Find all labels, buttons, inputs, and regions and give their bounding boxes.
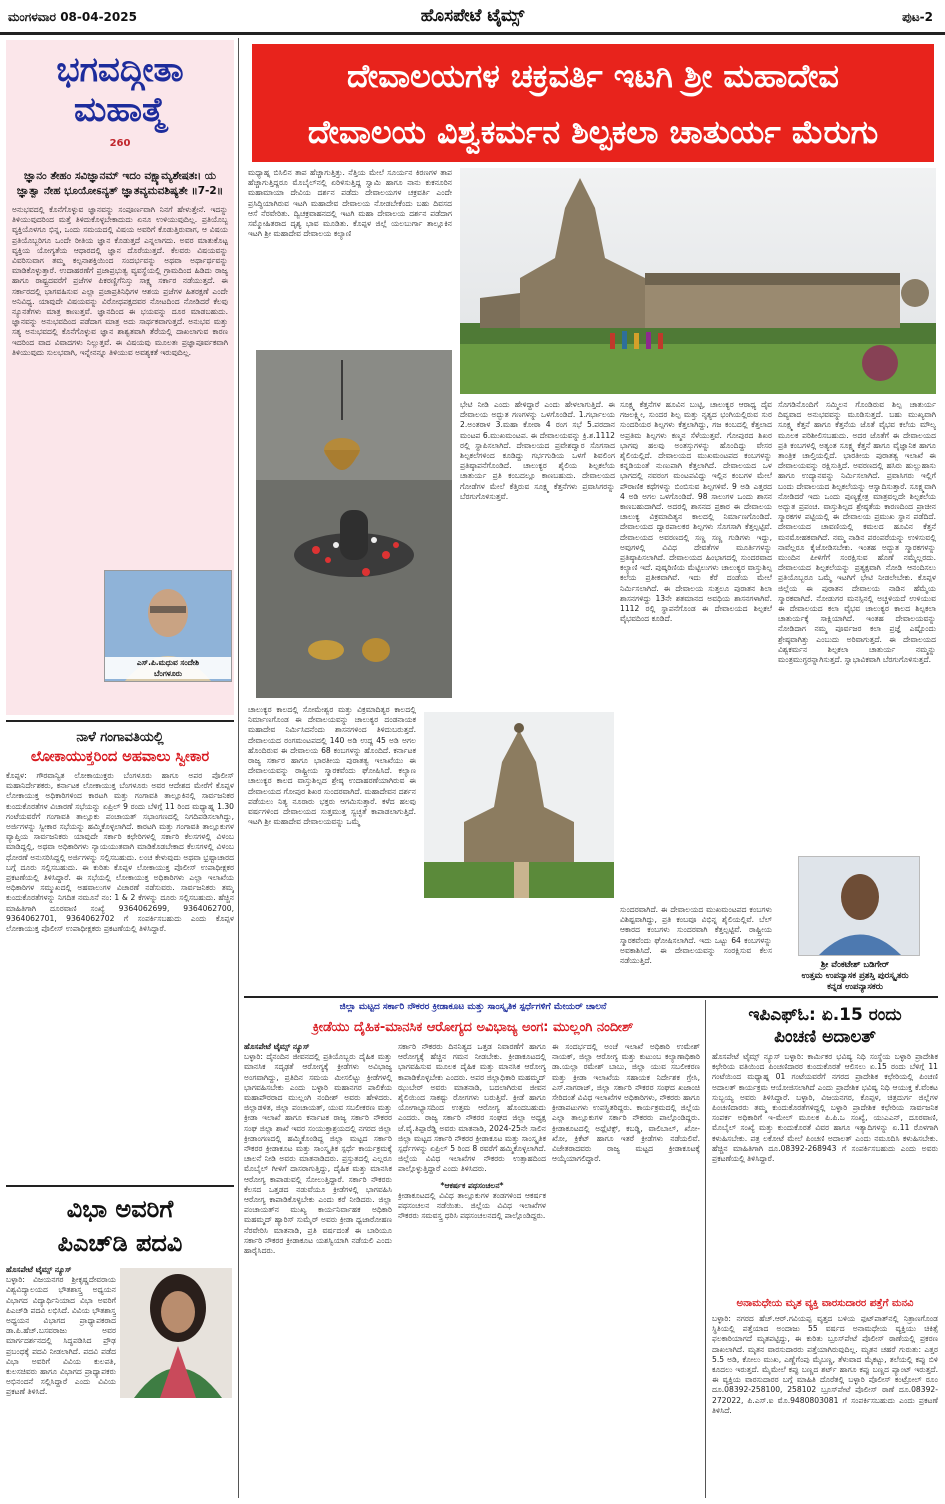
temple-col1-mid: ಭೇಟಿ ನೀಡಿ ಎಂದು ಹೇಳಿದ್ದಾರೆ ಎಂದು ಹೇಳಲಾಗುತ್ತಿದೆ. ಈ ದೇವಾಲಯ ಅದ್ಭುತ ಗಣಗಳನ್ನು ಒಳಗೊಂಡಿದೆ. 1.ಗರ್ಭಾಲಯ 2.ಅಂತರಾಳ 3.ಮಹಾ ಕೋಠಾ 4 ರಂಗ ಸಭೆ 5.ಪರದಾನ ಮಂಟಪ 6.ಮುಖಮಂಟಪ. ಈ ದೇವಾಲಯವನ್ನು ಕ್ರಿ.ಶ.1112 ರಲ್ಲಿ ಸ್ಥಾಪಿಸಲಾಗಿದೆ. ದೇವಾಲಯದ ಪ್ರವೇಶದ್ವಾರ ಸೊಗಸಾದ ಶಿಲ್ಪಕಲೆಗಳಿಂದ ಕೂಡಿದ್ದು ಗರ್ಭಗುಡಿಯ ಒಳಗೆ ಶಿವಲಿಂಗ ಪ್ರತಿಷ್ಠಾಪನೆಗೊಂಡಿದೆ. ಚಾಲುಕ್ಯರ ಶೈಲಿಯ ಶಿಲ್ಪಕಲೆಯ ಚಾತುರ್ಯ ಪ್ರತಿ ಕಂಬದಲ್ಲೂ ಕಾಣಬಹುದು. ದೇವಾಲಯದ ಗೋಡೆಗಳ ಮೇಲೆ ಕೆತ್ತಿರುವ ಸೂಕ್ಷ್ಮ ಕೆತ್ತನೆಗಳು ಪ್ರವಾಸಿಗರನ್ನು ಬೆರಗುಗೊಳಿಸುತ್ತವೆ. — [460, 400, 615, 501]
author-name: ಎಸ್.ಪಿ.ಮಧುವ ಸಂದೇಶಿ — [136, 658, 200, 667]
sports-note-title: *ಆಕರ್ಷಕ ಪಥಸಂಚಲನ* — [440, 1180, 504, 1190]
page-number: ಪುಟ-2 — [902, 10, 933, 24]
gita-number: 260 — [109, 138, 131, 149]
temple-author-name: ಶ್ರೀ ವೆಂಕಟೇಶ್ ಬಡಿಗೇರ್ — [820, 960, 890, 970]
temple-col1-top: ಮಧ್ಯಾಹ್ನ ಬಿಸಿಲಿನ ತಾಪ ಹೆಚ್ಚಾಗುತ್ತಿತ್ತು. ನೆತ್ತಿಯ ಮೇಲೆ ಸೂರ್ಯನ ಕಿರಣಗಳ ತಾಪ ಹೆಚ್ಚಾಗುತ್ತಿದ್ದರೂ ಮೊಬೈಲ್‌ನಲ್ಲಿ ಏರಿಳಿಸುತ್ತಿದ್ದ ಸ್ವಾಮಿ ಹಾಗೂ ನಾನು ಕುಕನೂರಿನ ಮಹಾಮಾಯಾ ದೇವಿಯ ದರ್ಶನ ಪಡೆದು ದೇವಾಲಯಗಳ ಚಕ್ರವರ್ತಿ ಎಂದೇ ಪ್ರಸಿದ್ಧಿಯಾಗಿರುವ ಇಟಗಿ ಮಹಾದೇವ ದೇವಾಲಯ ನೋಡಬೇಕೆಂದು ಬಹು ದಿವಸದ ಆಸೆ ನೆರವೇರಿತು. ದ್ವಿಚಕ್ರವಾಹನದಲ್ಲಿ ಇಟಗಿ ಮಹಾ ದೇವಾಲಯ ದರ್ಶನ ಪಡೆದಾಗ ಸಮ್ಮೋಹಿತರಾದ ದೃಶ್ಯ ಭಾವ ಮೂಡಿತು. ಕೊಪ್ಪಳ ಜಿಲ್ಲೆ ಯಲಬುರ್ಗಾ ತಾಲ್ಲೂಕಿನ ಇಟಗಿ ಶ್ರೀ ಮಹಾದೇವ ದೇವಾಲಯ ಕಲ್ಯಾಣಿ — [248, 168, 452, 239]
sports-col1-wrap — [244, 1042, 392, 1497]
temple-headline — [252, 44, 934, 162]
vibha-headline-line2: ಪಿಎಚ್‌ಡಿ ಪದವಿ — [57, 1229, 183, 1257]
temple-col3: ಸೊಗಡಿನೊಂದಿಗೆ ಸಮ್ಮಿಲನ ಗೊಂಡಿರುವ ಶಿಲ್ಪ ಚಾತುರ್ಯ ದಿವ್ಯವಾದ ಅನುಭವವನ್ನು ಮೂಡಿಸುತ್ತದೆ. ಬಹು ಮುಖ್ಯವಾಗಿ ಸೂಕ್ಷ್ಮ ಕೆತ್ತನೆ ಹಾಗೂ ಕೆತ್ತನೆಯ ಜೊತೆ ವೈಭವ ಕಲೆಯ ಮೌಲ್ಯ ಮೂಲಕ ಪರಿಶೀಲಿಸಬಹುದು. ಅದರ ಜೊತೆಗೆ ಈ ದೇವಾಲಯದ ಪ್ರತಿ ಕಂಬಗಳಲ್ಲಿ ಅತ್ಯಂತ ಸೂಕ್ಷ್ಮ ಕೆತ್ತನೆ ಹಾಗೂ ವೈಜ್ಞಾನಿಕ ಹಾಗೂ ತಾಂತ್ರಿಕ ಚಾಲ್ತಿಯಲ್ಲಿದೆ. ಭಾರತೀಯ ಪುರಾತತ್ವ ಇಲಾಖೆ ಈ ದೇವಾಲಯವನ್ನು ರಕ್ಷಿಸುತ್ತಿದೆ. ಅವರಣದಲ್ಲಿ ಹಸಿರು ಹುಲ್ಲುಹಾಸು ಹಾಗೂ ಉದ್ಯಾನವನ್ನು ನಿರ್ಮಿಸಲಾಗಿದೆ. ಪ್ರವಾಸಿಗರು ಇಲ್ಲಿಗೆ ಬಂದು ದೇವಾಲಯದ ಶಿಲ್ಪಕಲೆಯನ್ನು ಆಸ್ವಾದಿಸುತ್ತಾರೆ. ಸೂಕ್ಷ್ಮವಾಗಿ ನೋಡಿದರೆ ಇದು ಒಂದು ಪುಣ್ಯಕ್ಷೇತ್ರ ಮಾತ್ರವಲ್ಲದೇ ಶಿಲ್ಪಕಲೆಯ ಅದ್ಭುತ ಪ್ರಪಂಚ. ವಾಸ್ತುಶಿಲ್ಪದ ಶ್ರೇಷ್ಠತೆಯ ಕಾರಣದಿಂದ ಪ್ರಾಚೀನ ಸ್ಮಾರಕಗಳ ಪಟ್ಟಿಯಲ್ಲಿ ಈ ದೇವಾಲಯ ಪ್ರಮುಖ ಸ್ಥಾನ ಪಡೆದಿದೆ. ದೇವಾಲಯದ ಚಾವಣಿಯಲ್ಲಿ ಕಮಲದ ಹೂವಿನ ಕೆತ್ತನೆ ಮನಮೋಹಕವಾಗಿದೆ. ನಮ್ಮ ನಾಡಿನ ಪರಂಪರೆಯನ್ನು ಉಳಿಸುವಲ್ಲಿ ನಾವೆಲ್ಲರೂ ಕೈಜೋಡಿಸಬೇಕು. ಇಂತಹ ಅದ್ಭುತ ಸ್ಮಾರಕಗಳನ್ನು ಮುಂದಿನ ಪೀಳಿಗೆಗೆ ಸಂರಕ್ಷಿಸುವ ಹೊಣೆ ನಮ್ಮೆಲ್ಲರದು. ದೇವಾಲಯದ ಶಿಲ್ಪಕಲೆಯನ್ನು ಪ್ರತ್ಯಕ್ಷವಾಗಿ ನೋಡಿ ಆನಂದಿಸಲು ಪ್ರತಿಯೊಬ್ಬರೂ ಒಮ್ಮೆ ಇಟಗಿಗೆ ಭೇಟಿ ನೀಡಲೇಬೇಕು. ಕೊಪ್ಪಳ ಜಿಲ್ಲೆಯ ಈ ಪುರಾತನ ದೇವಾಲಯ ನಾಡಿನ ಹೆಮ್ಮೆಯ ಸ್ಮಾರಕವಾಗಿದೆ. ನೋಡುಗರ ಮನಸ್ಸಿನಲ್ಲಿ ಅಚ್ಚಳಿಯದೆ ಉಳಿಯುವ ಈ ದೇವಾಲಯದ ಕಲಾ ವೈಭವ ಚಾಲುಕ್ಯರ ಕಾಲದ ಶಿಲ್ಪಕಲಾ ಚಾತುರ್ಯಕ್ಕೆ ಸಾಕ್ಷಿಯಾಗಿದೆ. ಇಂತಹ ದೇವಾಲಯವನ್ನು ನೋಡಿದಾಗ ನಮ್ಮ ಪೂರ್ವಜರ ಕಲಾ ಪ್ರಜ್ಞೆ ಎಷ್ಟೊಂದು ಶ್ರೇಷ್ಠವಾಗಿತ್ತು ಎಂಬುದು ಅರಿವಾಗುತ್ತದೆ. ಈ ದೇವಾಲಯದ ವಿಶ್ವಕರ್ಮನ ಶಿಲ್ಪಕಲಾ ಚಾತುರ್ಯ ನಮ್ಮನ್ನು ಮಂತ್ರಮುಗ್ಧರನ್ನಾಗಿಸುತ್ತದೆ. ಸ್ವಾಭಾವಿಕವಾಗಿ ಬೆರಗುಗೊಳಿಸುತ್ತದೆ. — [778, 400, 936, 665]
temple-headline-line2: ದೇವಾಲಯ ವಿಶ್ವಕರ್ಮನ ಶಿಲ್ಪಕಲಾ ಚಾತುರ್ಯ ಮೆರುಗು — [307, 113, 879, 151]
sports-kicker: ಜಿಲ್ಲಾ ಮಟ್ಟದ ಸರ್ಕಾರಿ ನೌಕರರ ಕ್ರೀಡಾಕೂಟ ಮತ್ತು ಸಾಂಸ್ಕೃತಿಕ ಸ್ಪರ್ಧೆಗಳಿಗೆ ಮೇಯರ್ ಚಾಲನೆ — [339, 1002, 607, 1012]
vibha-photo — [120, 1268, 232, 1398]
vibha-body-wrap — [6, 1265, 116, 1497]
temple-author-title: ಉತ್ತಮ ಉಪನ್ಯಾಸಕ ಪ್ರಶಸ್ತಿ ಪುರಸ್ಕೃತರು — [801, 971, 909, 981]
sports-col2: ಸರ್ಕಾರಿ ನೌಕರರು ದಿನನಿತ್ಯದ ಒತ್ತಡ ನಿವಾರಣೆಗೆ ಹಾಗೂ ಆರೋಗ್ಯಕ್ಕೆ ಹೆಚ್ಚಿನ ಗಮನ ನೀಡಬೇಕು. ಕ್ರೀಡಾಕೂಟದಲ್ಲಿ ಭಾಗವಹಿಸುವ ಮೂಲಕ ದೈಹಿಕ ಮತ್ತು ಮಾನಸಿಕ ಆರೋಗ್ಯ ಕಾಪಾಡಿಕೊಳ್ಳಬೇಕು ಎಂದರು. ಅಪರ ಜಿಲ್ಲಾಧಿಕಾರಿ ಮಹಮ್ಮದ್ ಝುಬೇರ್ ಅವರು ಮಾತನಾಡಿ, ಬದಲಾಗಿರುವ ಜೀವನ ಶೈಲಿಯಿಂದ ಸಾಕಷ್ಟು ರೋಗಗಳು ಬರುತ್ತಿವೆ. ಕ್ರೀಡೆ ಹಾಗೂ ಯೋಗಾಭ್ಯಾಸದಿಂದ ಉತ್ತಮ ಆರೋಗ್ಯ ಹೊಂದಬಹುದು ಎಂದರು. ರಾಜ್ಯ ಸರ್ಕಾರಿ ನೌಕರರ ಸಂಘದ ಜಿಲ್ಲಾ ಅಧ್ಯಕ್ಷ ಜೆ.ವೈ.ತಿಪ್ಪಾರೆಡ್ಡಿ ಅವರು ಮಾತನಾಡಿ, 2024-25ನೇ ಸಾಲಿನ ಜಿಲ್ಲಾ ಮಟ್ಟದ ಸರ್ಕಾರಿ ನೌಕರರ ಕ್ರೀಡಾಕೂಟ ಮತ್ತು ಸಾಂಸ್ಕೃತಿಕ ಸ್ಪರ್ಧೆಗಳನ್ನು ಏಪ್ರಿಲ್ 5 ರಿಂದ 8 ರವರೆಗೆ ಹಮ್ಮಿಕೊಳ್ಳಲಾಗಿದೆ. ಜಿಲ್ಲೆಯ ವಿವಿಧ ಇಲಾಖೆಗಳ ನೌಕರರು ಉತ್ಸಾಹದಿಂದ ಪಾಲ್ಗೊಳ್ಳುತ್ತಿದ್ದಾರೆ ಎಂದು ತಿಳಿಸಿದರು. — [398, 1042, 546, 1174]
temple-author-caption — [770, 960, 940, 993]
gita-title-line2: ಮಹಾತ್ಮೆ — [74, 90, 166, 130]
lokayukta-headline: ಲೋಕಾಯುಕ್ತರಿಂದ ಅಹವಾಲು ಸ್ವೀಕಾರ — [30, 749, 210, 765]
missing-body: ಬಳ್ಳಾರಿ: ನಗರದ ಹೆಚ್.ಆರ್.ಗವಿಯಪ್ಪ ವೃತ್ತದ ಬಳಿಯ ಫುಟ್‌ಪಾತ್‌ನಲ್ಲಿ ನಿತ್ರಾಣಗೊಂಡ ಸ್ಥಿತಿಯಲ್ಲಿ ಪತ್ತೆಯಾದ ಅಂದಾಜು 55 ವರ್ಷದ ಅನಾಮಧೇಯ ವ್ಯಕ್ತಿಯು ಚಿಕಿತ್ಸೆ ಫಲಕಾರಿಯಾಗದೆ ಮೃತಪಟ್ಟಿದ್ದು, ಈ ಕುರಿತು ಬ್ರೂಸ್‌ಪೇಟೆ ಪೊಲೀಸ್ ಠಾಣೆಯಲ್ಲಿ ಪ್ರಕರಣ ದಾಖಲಾಗಿದೆ. ಮೃತನ ವಾರಸುದಾರರು ಪತ್ತೆಯಾಗಿರುವುದಿಲ್ಲ. ಮೃತನ ಚಹರೆ ಗುರುತು: ಎತ್ತರ 5.5 ಅಡಿ, ಕೋಲು ಮುಖ, ಎಣ್ಣೆಗೆಂಪು ಮೈಬಣ್ಣ, ತೆಳುವಾದ ಮೈಕಟ್ಟು, ತಲೆಯಲ್ಲಿ ಕಪ್ಪು ಬಿಳಿ ಕೂದಲು ಇರುತ್ತದೆ. ಮೈಮೇಲೆ ಕಪ್ಪು ಬಣ್ಣದ ಶರ್ಟ್ ಹಾಗೂ ಕಪ್ಪು ಬಣ್ಣದ ಪ್ಯಾಂಟ್ ಇರುತ್ತದೆ. ಈ ವ್ಯಕ್ತಿಯ ವಾರಸುದಾರರ ಬಗ್ಗೆ ಮಾಹಿತಿ ದೊರೆತಲ್ಲಿ ಬಳ್ಳಾರಿ ಪೊಲೀಸ್ ಕಂಟ್ರೋಲ್ ರೂಂ ದೂ.08392-258100, 258102 ಬ್ರೂಸ್‌ಪೇಟೆ ಪೊಲೀಸ್ ಠಾಣೆ ದೂ.08392-272022, ಪಿ.ಎಸ್.ಐ ಮೊ.9480803081 ಗೆ ಸಂಪರ್ಕಿಸಬಹುದು ಎಂದು ಪ್ರಕಟಣೆ ತಿಳಿಸಿದೆ. — [712, 1314, 938, 1415]
lokayukta-kicker: ನಾಳೆ ಗಂಗಾವತಿಯಲ್ಲಿ — [76, 730, 164, 745]
author-place: ಬೆಂಗಳೂರು — [153, 669, 182, 678]
ipf-headline — [712, 1004, 938, 1048]
temple-tower-photo — [424, 712, 614, 898]
temple-main-photo — [460, 168, 936, 394]
ipf-headline-line1: ಇಪಿಎಫ್‌ಓ: ಏ.15 ರಂದು — [748, 1005, 902, 1025]
temple-headline-line1: ದೇವಾಲಯಗಳ ಚಕ್ರವರ್ತಿ ಇಟಗಿ ಶ್ರೀ ಮಹಾದೇವ — [347, 57, 839, 95]
masthead-rule — [0, 32, 945, 35]
temple-col1-bottom: ಚಾಲುಕ್ಯರ ಕಾಲದಲ್ಲಿ ಸೋಮೇಶ್ವರ ಮತ್ತು ವಿಕ್ರಮಾದಿತ್ಯರ ಕಾಲದಲ್ಲಿ ನಿರ್ಮಾಣಗೊಂಡ ಈ ದೇವಾಲಯವನ್ನು ಚಾಲುಕ್ಯರ ದಂಡನಾಯಕ ಮಹಾದೇವ ನಿರ್ಮಿಸಿದನೆಂದು ಶಾಸನಗಳಿಂದ ತಿಳಿದುಬರುತ್ತದೆ. ದೇವಾಲಯದ ರಂಗಮಂಟಪದಲ್ಲಿ 140 ಅಡಿ ಉದ್ದ 45 ಅಡಿ ಅಗಲ ಹೊಂದಿರುವ ಈ ದೇವಾಲಯ 68 ಕಂಬಗಳನ್ನು ಹೊಂದಿದೆ. ಕರ್ನಾಟಕ ರಾಜ್ಯ ಸರ್ಕಾರ ಹಾಗೂ ಭಾರತೀಯ ಪುರಾತತ್ವ ಇಲಾಖೆಯು ಈ ದೇವಾಲಯವನ್ನು ರಾಷ್ಟ್ರೀಯ ಸ್ಮಾರಕವೆಂದು ಘೋಷಿಸಿದೆ. ಕಲ್ಯಾಣ ಚಾಲುಕ್ಯರ ಕಾಲದ ವಾಸ್ತುಶಿಲ್ಪದ ಶ್ರೇಷ್ಠ ಉದಾಹರಣೆಯಾಗಿರುವ ಈ ದೇವಾಲಯದ ಗೋಪುರ ಶಿಖರ ಸುಂದರವಾಗಿದೆ. ಮಹಾದೇವನ ದರ್ಶನ ಪಡೆಯಲು ನಿತ್ಯ ನೂರಾರು ಭಕ್ತರು ಆಗಮಿಸುತ್ತಾರೆ. ಕಳೆದ ಹಲವು ವರ್ಷಗಳಿಂದ ದೇವಾಲಯದ ಸುತ್ತಮುತ್ತ ಸ್ವಚ್ಛತೆ ಕಾಪಾಡಲಾಗುತ್ತಿದೆ. ಇಟಗಿ ಶ್ರೀ ಮಹಾದೇವ ದೇವಾಲಯವನ್ನು ಒಮ್ಮೆ — [248, 705, 416, 827]
gita-title-line1: ಭಗವದ್ಗೀತಾ — [56, 50, 184, 90]
vibha-byline: ಹೊಸಪೇಟೆ ಟೈಮ್ಸ್ ನ್ಯೂಸ್ — [6, 1265, 72, 1274]
sports-headline: ಕ್ರೀಡೆಯು ದೈಹಿಕ-ಮಾನಸಿಕ ಆರೋಗ್ಯದ ಅವಿಭಾಜ್ಯ ಅಂಗ: ಮುಲ್ಲಂಗಿ ನಂದೀಶ್ — [312, 1020, 634, 1035]
vibha-body: ಬಳ್ಳಾರಿ: ವಿಜಯನಗರ ಶ್ರೀಕೃಷ್ಣದೇವರಾಯ ವಿಶ್ವವಿದ್ಯಾಲಯದ ಭೌತಶಾಸ್ತ್ರ ಅಧ್ಯಯನ ವಿಭಾಗದ ವಿದ್ಯಾರ್ಥಿನಿಯಾದ ವಿಭಾ ಅವರಿಗೆ ಪಿಎಚ್‌ಡಿ ಪದವಿ ಲಭಿಸಿದೆ. ವಿವಿಯ ಭೌತಶಾಸ್ತ್ರ ಅಧ್ಯಯನ ವಿಭಾಗದ ಪ್ರಾಧ್ಯಾಪಕರಾದ ಡಾ.ಪಿ.ಹೆಚ್.ಬಸವರಾಜು ಅವರ ಮಾರ್ಗದರ್ಶನದಲ್ಲಿ ಸಿದ್ಧಪಡಿಸಿದ ಪ್ರೌಢ ಪ್ರಬಂಧಕ್ಕೆ ಪದವಿ ನೀಡಲಾಗಿದೆ. ಪದವಿ ಪಡೆದ ವಿಭಾ ಅವರಿಗೆ ವಿವಿಯ ಕುಲಪತಿ, ಕುಲಸಚಿವರು ಹಾಗೂ ವಿಭಾಗದ ಪ್ರಾಧ್ಯಾಪಕರು ಅಭಿನಂದನೆ ಸಲ್ಲಿಸಿದ್ದಾರೆ ಎಂದು ವಿವಿಯ ಪ್ರಕಟಣೆ ತಿಳಿಸಿದೆ. — [6, 1275, 116, 1397]
temple-author-role: ಕನ್ನಡ ಉಪನ್ಯಾಸಕರು — [827, 982, 883, 992]
vibha-headline — [6, 1192, 234, 1260]
lokayukta-article — [6, 730, 234, 1166]
temple-col2: ಸೂಕ್ಷ್ಮ ಕೆತ್ತನೆಗಳ ಹೂವಿನ ಬುಟ್ಟಿ, ಚಾಲುಕ್ಯರ ಆರಾಧ್ಯ ದೈವ ಗಜಲಕ್ಷ್ಮೀ, ಸುಂದರ ಶಿಲ್ಪ ಮತ್ತು ನೃತ್ಯದ ಭಂಗಿಯಲ್ಲಿರುವ ಸುರ ಸುಂದರಿಯರ ಶಿಲ್ಪಗಳು ಕೆತ್ತಲಾಗಿದ್ದು, ಗಜ ಕಂಬದಲ್ಲಿ ಕೆತ್ತಲಾದ ಅಪ್ರತಿಮ ಶಿಲ್ಪಗಳು ಕಣ್ಮನ ಸೆಳೆಯುತ್ತವೆ. ಗೋಪುರದ ಶಿಖರ ಭಾಗವು ಹಲವು ಅಂತಸ್ತುಗಳನ್ನು ಹೊಂದಿದ್ದು ವೇಸರ ಶೈಲಿಯಲ್ಲಿದೆ. ದೇವಾಲಯದ ಮುಖಮಂಟಪದ ಕಂಬಗಳನ್ನು ಕನ್ನಡಿಯಂತೆ ನುಣುಪಾಗಿ ಕೆತ್ತಲಾಗಿದೆ. ದೇವಾಲಯದ ಒಳ ಭಾಗದಲ್ಲಿ ನವರಂಗ ಮಂಟಪವಿದ್ದು ಇಲ್ಲಿನ ಕಂಬಗಳ ಮೇಲೆ ಪೌರಾಣಿಕ ಕಥೆಗಳನ್ನು ಬಿಂಬಿಸುವ ಶಿಲ್ಪಗಳಿವೆ. 9 ಅಡಿ ಎತ್ತರದ 4 ಅಡಿ ಅಗಲ ಒಳಗೊಂಡಿದೆ. 98 ಸಾಲುಗಳ ಒಂದು ಶಾಸನ ಕಾಣಬಹುದಾಗಿದೆ. ಅದರಲ್ಲಿ ಶಾಸನದ ಪ್ರಕಾರ ಈ ದೇವಾಲಯ ಚಾಲುಕ್ಯ ವಿಕ್ರಮಾದಿತ್ಯನ ಕಾಲದಲ್ಲಿ ನಿರ್ಮಾಣಗೊಂಡಿದೆ. ದೇವಾಲಯದ ದ್ವಾರಪಾಲಕರ ಶಿಲ್ಪಗಳು ಸೊಗಸಾಗಿ ಕೆತ್ತಲ್ಪಟ್ಟಿವೆ. ದೇವಾಲಯದ ಅವರಣದಲ್ಲಿ ಸಣ್ಣ ಸಣ್ಣ ಗುಡಿಗಳು ಇದ್ದು, ಅವುಗಳಲ್ಲಿ ವಿವಿಧ ದೇವತೆಗಳ ಮೂರ್ತಿಗಳನ್ನು ಪ್ರತಿಷ್ಠಾಪಿಸಲಾಗಿದೆ. ದೇವಾಲಯದ ಹಿಂಭಾಗದಲ್ಲಿ ಸುಂದರವಾದ ಕಲ್ಯಾಣಿ ಇದೆ. ಪುಷ್ಕರಿಣಿಯ ಮೆಟ್ಟಿಲುಗಳು ಚಾಲುಕ್ಯರ ವಾಸ್ತುಶಿಲ್ಪ ಕಲೆಯ ಪ್ರತೀಕವಾಗಿವೆ. ಇದು ಕೆರೆ ದಂಡೆಯ ಮೇಲೆ ನಿರ್ಮಿಸಲಾಗಿದೆ. ಈ ದೇವಾಲಯ ಸುತ್ತಲೂ ಪುರಾತನ ಶಿಲಾ ಶಾಸನಗಳಿದ್ದು 13ನೇ ಶತಮಾನದ ಅವಧಿಯ ಶಾಸನಗಳಾಗಿವೆ. 1112 ರಲ್ಲಿ ಸ್ಥಾಪನೆಗೊಂಡ ಈ ದೇವಾಲಯದ ಶಿಲ್ಪಕಲೆ ವೈಭವದಿಂದ ಕೂಡಿದೆ. — [620, 400, 772, 624]
ipf-body: ಹೊಸಪೇಟೆ ಟೈಮ್ಸ್ ನ್ಯೂಸ್ ಬಳ್ಳಾರಿ: ಕಾರ್ಮಿಕರ ಭವಿಷ್ಯ ನಿಧಿ ಸಂಸ್ಥೆಯ ಬಳ್ಳಾರಿ ಪ್ರಾದೇಶಿಕ ಕಛೇರಿಯ ವತಿಯಿಂದ ಪಿಂಚಣಿದಾರರ ಕುಂದುಕೊರತೆ ಆಲಿಸಲು ಏ.15 ರಂದು ಬೆಳಿಗ್ಗೆ 11 ಗಂಟೆಯಿಂದ ಮಧ್ಯಾಹ್ನ 01 ಗಂಟೆಯವರೆಗೆ ನಗರದ ಪ್ರಾದೇಶಿಕ ಕಛೇರಿಯಲ್ಲಿ ಪಿಂಚಣಿ ಅದಾಲತ್ ಕಾರ್ಯಕ್ರಮ ಆಯೋಜಿಸಲಾಗಿದೆ ಎಂದು ಪ್ರಾದೇಶಿಕ ಭವಿಷ್ಯ ನಿಧಿ ಆಯುಕ್ತ ಕೆ.ವೆಂಕಟ ಸುಬ್ಬಯ್ಯ ಅವರು ತಿಳಿಸಿದ್ದಾರೆ. ಬಳ್ಳಾರಿ, ವಿಜಯನಗರ, ಕೊಪ್ಪಳ, ಚಿತ್ರದುರ್ಗ ಜಿಲ್ಲೆಗಳ ಪಿಂಚಣಿದಾರರು ತಮ್ಮ ಕುಂದುಕೊರತೆಗಳಿದ್ದಲ್ಲಿ ಬಳ್ಳಾರಿ ಪ್ರಾದೇಶಿಕ ಕಛೇರಿಯ ಸಾರ್ವಜನಿಕ ಸಂಪರ್ಕ ಅಧಿಕಾರಿಗೆ ಇ-ಮೇಲ್ ಮೂಲಕ ಪಿ.ಪಿ.ಒ ಸಂಖ್ಯೆ, ಯುಎಎನ್, ದೂರವಾಣಿ, ಮೊಬೈಲ್ ಸಂಖ್ಯೆ ಮತ್ತು ಕುಂದುಕೊರತೆ ವಿವರ ಹಾಗೂ ಇತ್ಯಾದಿಗಳನ್ನು ಏ.11 ರೊಳಗಾಗಿ ಕಳುಹಿಸಬೇಕು. ಪತ್ರ ಲಕೋಟೆ ಮೇಲೆ ಪಿಂಚಣಿ ಅದಾಲತ್ ಎಂದು ನಮೂದಿಸಿ ಕಳುಹಿಸಬೇಕು. ಹೆಚ್ಚಿನ ಮಾಹಿತಿಗಾಗಿ ದೂ.08392-268943 ಗೆ ಸಂಪರ್ಕಿಸಬಹುದು ಎಂದು ಅವರು ಪ್ರಕಟಣೆಯಲ್ಲಿ ತಿಳಿಸಿದ್ದಾರೆ. — [712, 1052, 938, 1164]
sports-note-body: ಕ್ರೀಡಾಕೂಟದಲ್ಲಿ ವಿವಿಧ ತಾಲ್ಲೂಕುಗಳ ತಂಡಗಳಿಂದ ಆಕರ್ಷಕ ಪಥಸಂಚಲನ ನಡೆಯಿತು. ಜಿಲ್ಲೆಯ ವಿವಿಧ ಇಲಾಖೆಗಳ ನೌಕರರು ಸಮವಸ್ತ್ರ ಧರಿಸಿ ಪಥಸಂಚಲನದಲ್ಲಿ ಪಾಲ್ಗೊಂಡಿದ್ದರು. — [398, 1190, 546, 1221]
gita-body: ಅನುಭವದಲ್ಲಿ ಕೊನೆಗೊಳ್ಳುವ ಜ್ಞಾನವನ್ನು ಸಂಪೂರ್ಣವಾಗಿ ನಿನಗೆ ಹೇಳುತ್ತೇನೆ. ಇದನ್ನು ತಿಳಿಯುವುದರಿಂದ ಮತ್ತೆ ತಿಳಿದುಕೊಳ್ಳಬೇಕಾದುದು ಏನೂ ಉಳಿಯುವುದಿಲ್ಲ. ಪ್ರತಿಯೊಬ್ಬ ವ್ಯಕ್ತಿಯೊಳಗೂ ಭಿನ್ನ, ಒಂದು ಸಮಯದಲ್ಲಿ ವಿಷಯ ಅವರಿಗೆ ಕೊಡುತ್ತಿರುವಾಗ, ಆ ವಿಷಯ ಪ್ರತಿಯೊಬ್ಬರಿಗೂ ಒಂದೇ ರೀತಿಯ ಜ್ಞಾನ ಕೊಡುತ್ತದೆ ಎನ್ನಲಾಗದು. ಅವರ ಮಾತುಕೊಟ್ಟ ವ್ಯಕ್ತಿಯ ಯೋಗ್ಯತೆಯ ಆಧಾರದಲ್ಲಿ ಜ್ಞಾನ ದೊರೆಯುತ್ತದೆ. ಕೆಲವರು ವಿಷಯವನ್ನು ವಿವರಿಸುವಾಗ ತಮ್ಮ ಕಲ್ಪನಾಶಕ್ತಿಯಿಂದ ಸಂದರ್ಭವನ್ನು ಅಥವಾ ಅರ್ಥಾರ್ಥವನ್ನು ಮಾಡಿಕೊಳ್ಳುತ್ತಾರೆ. ಉದಾಹರಣೆಗೆ ಪ್ರಜಾಪ್ರಭುತ್ವ ವ್ಯವಸ್ಥೆಯಲ್ಲಿ ಗ್ರಾಮದಿಂದ ಹಿಡಿದು ರಾಜ್ಯ ಹಾಗೂ ರಾಷ್ಟ್ರದವರೆಗೆ ಪ್ರಜೆಗಳ ಪಿಕರಣ್ಣಿಗೆನಿಸ್ತು ಸಾಕ್ಷ್ಯ ಸರ್ಕಾರ ನಡೆಯುತ್ತದೆ. ಈ ಸರ್ಕಾರದಲ್ಲಿ ಭಾಗವಹಿಸುವ ಎಲ್ಲಾ ಪ್ರಜಾಪ್ರತಿನಿಧಿಗಳ ಆಶಯ ಪ್ರಜೆಗಳ ಹಿತರಕ್ಷಣೆ ಎಂದೇ ಅನಿವಿಧ್ಯ. ಯಾವುದೇ ವಿಷಯವನ್ನು ವಿರೋಧಪಕ್ಷದವರ ನೋಟದಿಂದ ನೋಡಿದರೆ ಕೆಲವು ನ್ಯೂನತೆಗಳು ಮಾತ್ರ ಕಾಣುತ್ತವೆ. ಜ್ಞಾನದಿಂದ ಈ ಭಯವನ್ನು ದೂರ ಮಾಡಬಹುದು. ಜ್ಞಾನವನ್ನು ಅನುಭವದಿಂದ ಪಡೆದಾಗ ಮಾತ್ರ ಅದು ಸಾರ್ಥಕವಾಗುತ್ತದೆ. ಅನುಭವ ಮತ್ತು ಸತ್ಯ ಅನುಭವದಲ್ಲಿ ಕೊನೆಗೊಳ್ಳುವ ಜ್ಞಾನ ಶಾಶ್ವತವಾಗಿ ತೆರೆಯಲ್ಲಿ ದಾಖಲಾಗುವ ಕಾರಣ ಇದರಿಂದ ವಾದ ವಿವಾದಗಳು ನಿಲ್ಲುತ್ತವೆ. ಈ ವಿಷಯವು ಮೂಲತಃ ಪ್ರಜ್ಞಾಪೂರ್ವಕವಾಗಿ ತಿಳಿಯುವುದು ಸುಲಭವಾಗಿ, ಇನ್ನೇನನ್ನೂ ತಿಳಿಯುವ ಅವಶ್ಯಕತೆ ಇರುವುದಿಲ್ಲ. — [12, 205, 228, 357]
lokayukta-body: ಕೊಪ್ಪಳ: ಗೌರವಾನ್ವಿತ ಲೋಕಾಯುಕ್ತರು ಬೆಂಗಳೂರು ಹಾಗೂ ಅಪರ ಪೊಲೀಸ್ ಮಹಾನಿರ್ದೇಶಕರು, ಕರ್ನಾಟಕ ಲೋಕಾಯುಕ್ತ ಬೆಂಗಳೂರು ಅವರ ಆದೇಶದ ಮೇರೆಗೆ ಕೊಪ್ಪಳ ಲೋಕಾಯುಕ್ತ ಅಧಿಕಾರಿಗಳಿಂದ ಕಾರಟಗಿ ಮತ್ತು ಗಂಗಾವತಿ ತಾಲ್ಲೂಕಿನಲ್ಲಿ ಸಾರ್ವಜನಿಕರ ಕುಂದುಕೊರತೆಗಳ ವಿಚಾರಣೆ ಸಭೆಯನ್ನು ಏಪ್ರಿಲ್ 9 ರಂದು ಬೆಳಿಗ್ಗೆ 11 ರಿಂದ ಮಧ್ಯಾಹ್ನ 1.30 ಗಂಟೆಯವರೆಗೆ ಗಂಗಾವತಿ ತಾಲ್ಲೂಕು ಪಂಚಾಯತ್ ಸಭಾಂಗಣದಲ್ಲಿ ನಿಗದಿಪಡಿಸಲಾಗಿದ್ದು, ಅರ್ಜಿಗಳನ್ನು ಸ್ವೀಕಾರ ಸಭೆಯನ್ನು ಹಮ್ಮಿಕೊಳ್ಳಲಾಗಿದೆ. ಕಾರಟಗಿ ಮತ್ತು ಗಂಗಾವತಿ ತಾಲ್ಲೂಕುಗಳ ವ್ಯಾಪ್ತಿಯ ಸಾರ್ವಜನಿಕರು ಯಾವುದೇ ಸರ್ಕಾರಿ ಕಛೇರಿಗಳಲ್ಲಿ ಸರ್ಕಾರಿ ಕೆಲಸಗಳಲ್ಲಿ ವಿಳಂಬ ಮಾಡಿದ್ದಲ್ಲಿ, ಅಥವಾ ಅಧಿಕಾರಿಗಳು ನ್ಯಾಯಯುತವಾಗಿ ಮಾಡಿಕೊಡಬೇಕಾದ ಕೆಲಸಗಳಲ್ಲಿ ವಿಳಂಬ ಧೋರಣೆ ಅನುಸರಿಸಿದ್ದಲ್ಲಿ ಅರ್ಜಿಗಳನ್ನು ಸಲ್ಲಿಸಬಹುದು. ಲಂಚ ಕೇಳುವುದು ಅಥವಾ ಭ್ರಷ್ಟಾಚಾರದ ಬಗ್ಗೆ ದೂರು ಸಲ್ಲಿಸಬಹುದು. ಈ ಕುರಿತು ಕೊಪ್ಪಳ ಲೋಕಾಯುಕ್ತ ಪೊಲೀಸ್ ಉಪಾಧೀಕ್ಷಕರ ಪ್ರಕಟಣೆಯಲ್ಲಿ ತಿಳಿಸಿದ್ದಾರೆ. ಈ ಸಭೆಯಲ್ಲಿ ಲೋಕಾಯುಕ್ತ ಅಧಿಕಾರಿಗಳು ಎಲ್ಲಾ ಇಲಾಖೆಯ ಅಧಿಕಾರಿಗಳ ಸಮ್ಮುಖದಲ್ಲಿ ಅಹವಾಲುಗಳ ವಿಚಾರಣೆ ನಡೆಸುವರು. ಸಾರ್ವಜನಿಕರು ತಮ್ಮ ಕುಂದುಕೊರತೆಗಳನ್ನು ನಿಗದಿತ ನಮೂನೆ ನಂ: 1 & 2 ಕೆಗಳನ್ನು ದೂರು ಸಲ್ಲಿಸಬಹುದು. ಹೆಚ್ಚಿನ ಮಾಹಿತಿಗಾಗಿ ದೂರವಾಣಿ ಸಂಖ್ಯೆ 9364062699, 9364062700, 9364062701, 9364062702 ಗೆ ಸಂಪರ್ಕಿಸಬಹುದು ಎಂದು ಕೊಪ್ಪಳ ಲೋಕಾಯುಕ್ತ ಪೊಲೀಸ್ ಉಪಾಧೀಕ್ಷಕರು ಪ್ರಕಟಣೆಯಲ್ಲಿ ತಿಳಿಸಿದ್ದಾರೆ. — [6, 771, 234, 934]
ipf-headline-line2: ಪಿಂಚಣಿ ಅದಾಲತ್ — [774, 1027, 876, 1047]
vibha-headline-line1: ವಿಭಾ ಅವರಿಗೆ — [66, 1195, 174, 1223]
sports-col3: ಈ ಸಂದರ್ಭದಲ್ಲಿ ಅಂಚೆ ಇಲಾಖೆ ಅಧಿಕಾರಿ ಉಮೇಶ್ ನಾಯಕ್, ಜಿಲ್ಲಾ ಆರೋಗ್ಯ ಮತ್ತು ಕುಟುಂಬ ಕಲ್ಯಾಣಾಧಿಕಾರಿ ಡಾ.ಯಲ್ಲಾ ರಮೇಶ್ ಬಾಬು, ಜಿಲ್ಲಾ ಯುವ ಸಬಲೀಕರಣ ಮತ್ತು ಕ್ರೀಡಾ ಇಲಾಖೆಯ ಸಹಾಯಕ ನಿರ್ದೇಶಕ ಗ್ರೇಸಿ, ಎಸ್.ನಾಗರಾಜ್, ಜಿಲ್ಲಾ ಸರ್ಕಾರಿ ನೌಕರರ ಸಂಘದ ಖಜಾಂಚಿ ಸೇರಿದಂತೆ ವಿವಿಧ ಇಲಾಖೆಗಳ ಅಧಿಕಾರಿಗಳು, ನೌಕರರು ಹಾಗೂ ಕ್ರೀಡಾಪಟುಗಳು ಉಪಸ್ಥಿತರಿದ್ದರು. ಕಾರ್ಯಕ್ರಮದಲ್ಲಿ ಜಿಲ್ಲೆಯ ಎಲ್ಲಾ ತಾಲ್ಲೂಕುಗಳ ಸರ್ಕಾರಿ ನೌಕರರು ಪಾಲ್ಗೊಂಡಿದ್ದರು. ಕ್ರೀಡಾಕೂಟದಲ್ಲಿ ಅಥ್ಲೆಟಿಕ್ಸ್, ಕಬಡ್ಡಿ, ವಾಲಿಬಾಲ್, ಖೋ-ಖೋ, ಕ್ರಿಕೆಟ್ ಹಾಗೂ ಇತರೆ ಕ್ರೀಡೆಗಳು ನಡೆಯಲಿವೆ. ವಿಜೇತರಾದವರು ರಾಜ್ಯ ಮಟ್ಟದ ಕ್ರೀಡಾಕೂಟಕ್ಕೆ ಆಯ್ಕೆಯಾಗಲಿದ್ದಾರೆ. — [552, 1042, 700, 1164]
sports-col1: ಬಳ್ಳಾರಿ: ದೈನಂದಿನ ಜೀವನದಲ್ಲಿ ಪ್ರತಿಯೊಬ್ಬರು ದೈಹಿಕ ಮತ್ತು ಮಾನಸಿಕ ಸದೃಢತೆ ಆರೋಗ್ಯಕ್ಕೆ ಕ್ರೀಡೆಗಳು ಅವಿಭಾಜ್ಯ ಅಂಗವಾಗಿದ್ದು, ಪ್ರತಿದಿನ ಸಮಯ ಮೀಸಲಿಟ್ಟು ಕ್ರೀಡೆಗಳಲ್ಲಿ ಭಾಗವಹಿಸಬೇಕು ಎಂದು ಬಳ್ಳಾರಿ ಮಹಾನಗರ ಪಾಲಿಕೆಯ ಮಹಾಪೌರರಾದ ಮುಲ್ಲಂಗಿ ನಂದೀಶ್ ಅವರು ಹೇಳಿದರು. ಜಿಲ್ಲಾಡಳಿತ, ಜಿಲ್ಲಾ ಪಂಚಾಯತ್, ಯುವ ಸಬಲೀಕರಣ ಮತ್ತು ಕ್ರೀಡಾ ಇಲಾಖೆ ಹಾಗೂ ಕರ್ನಾಟಕ ರಾಜ್ಯ ಸರ್ಕಾರಿ ನೌಕರರ ಸಂಘ ಜಿಲ್ಲಾ ಶಾಖೆ ಇವರ ಸಂಯುಕ್ತಾಶ್ರಯದಲ್ಲಿ ನಗರದ ಜಿಲ್ಲಾ ಕ್ರೀಡಾಂಗಣದಲ್ಲಿ ಹಮ್ಮಿಕೊಂಡಿದ್ದ ಜಿಲ್ಲಾ ಮಟ್ಟದ ಸರ್ಕಾರಿ ನೌಕರರ ಕ್ರೀಡಾಕೂಟ ಮತ್ತು ಸಾಂಸ್ಕೃತಿಕ ಸ್ಪರ್ಧೆ ಕಾರ್ಯಕ್ರಮಕ್ಕೆ ಚಾಲನೆ ನೀಡಿ ಅವರು ಮಾತನಾಡಿದರು. ಪ್ರಸ್ತುತದಲ್ಲಿ ಎಲ್ಲರೂ ಮೊಬೈಲ್ ಗೀಳಿಗೆ ದಾಸರಾಗುತ್ತಿದ್ದು, ದೈಹಿಕ ಮತ್ತು ಮಾನಸಿಕ ಆರೋಗ್ಯ ಕಾಪಾಡುವಲ್ಲಿ ಸೋಲುತ್ತಿದ್ದಾರೆ. ಸರ್ಕಾರಿ ನೌಕರರು ಕೆಲಸದ ಒತ್ತಡದ ನಡುವೆಯೂ ಕ್ರೀಡೆಗಳಲ್ಲಿ ಭಾಗವಹಿಸಿ ಆರೋಗ್ಯ ಕಾಪಾಡಿಕೊಳ್ಳಬೇಕು ಎಂದು ಕರೆ ನೀಡಿದರು. ಜಿಲ್ಲಾ ಪಂಚಾಯತ್‌ನ ಮುಖ್ಯ ಕಾರ್ಯನಿರ್ವಾಹಕ ಅಧಿಕಾರಿ ಮಹಮ್ಮದ್ ಹ್ಯಾರಿಸ್ ಸುಮೈರ್ ಅವರು ಕ್ರೀಡಾ ಧ್ವಜಾರೋಹಣ ನೆರವೇರಿಸಿ ಮಾತನಾಡಿ, ಪ್ರತಿ ವರ್ಷದಂತೆ ಈ ಬಾರಿಯೂ ಸರ್ಕಾರಿ ನೌಕರರ ಕ್ರೀಡಾಕೂಟ ಯಶಸ್ವಿಯಾಗಿ ನಡೆಯಲಿ ಎಂದು ಹಾರೈಸಿದರು. — [244, 1052, 392, 1256]
sports-col2-wrap — [398, 1042, 546, 1497]
masthead-title: ಹೊಸಪೇಟೆ ಟೈಮ್ಸ್ — [420, 6, 525, 26]
temple-col2-bottom: ಸುಂದರವಾಗಿದೆ. ಈ ದೇವಾಲಯದ ಮುಖಮಂಟಪದ ಕಂಬಗಳು ವಿಶಿಷ್ಟವಾಗಿದ್ದು, ಪ್ರತಿ ಕಂಬವೂ ವಿಭಿನ್ನ ಶೈಲಿಯಲ್ಲಿವೆ. ಬೆಲ್ ಆಕಾರದ ಕಂಬಗಳು ಸುಂದರವಾಗಿ ಕೆತ್ತಲ್ಪಟ್ಟಿವೆ. ರಾಷ್ಟ್ರೀಯ ಸ್ಮಾರಕವೆಂದು ಘೋಷಿಸಲಾಗಿದೆ. ಇದು ಒಟ್ಟು 64 ಕಂಬಗಳನ್ನು ಅವಕಾಶಿಸಿದೆ. ಈ ದೇವಾಲಯವನ್ನು ಸಂರಕ್ಷಿಸುವ ಕೆಲಸ ನಡೆಯುತ್ತಿದೆ. — [620, 905, 772, 966]
temple-author-photo — [798, 856, 920, 956]
masthead-date: ಮಂಗಳವಾರ 08-04-2025 — [8, 10, 137, 24]
gita-verse: ಜ್ಞಾನಂ ತೇಹಂ ಸವಿಜ್ಞಾನಮ್ ಇದಂ ವಕ್ಷ್ಯಾಮ್ಯಶೇಷತಃ। ಯ ಜ್ಞಾತ್ವಾ ನೇಹ ಭೂಯೋಽನ್ಯತ್ ಜ್ಞಾತವ್ಯಮವಶಿಷ್ಯತೇ ॥7-2॥ — [16, 170, 224, 197]
sports-byline: ಹೊಸಪೇಟೆ ಟೈಮ್ಸ್ ನ್ಯೂಸ್ — [244, 1042, 310, 1051]
author-photo — [104, 570, 232, 682]
missing-headline: ಅನಾಮಧೇಯ ಮೃತ ವ್ಯಕ್ತಿ ವಾರಸುದಾರರ ಪತ್ತೆಗೆ ಮನವಿ — [736, 1298, 914, 1309]
shivalinga-photo — [256, 350, 452, 698]
